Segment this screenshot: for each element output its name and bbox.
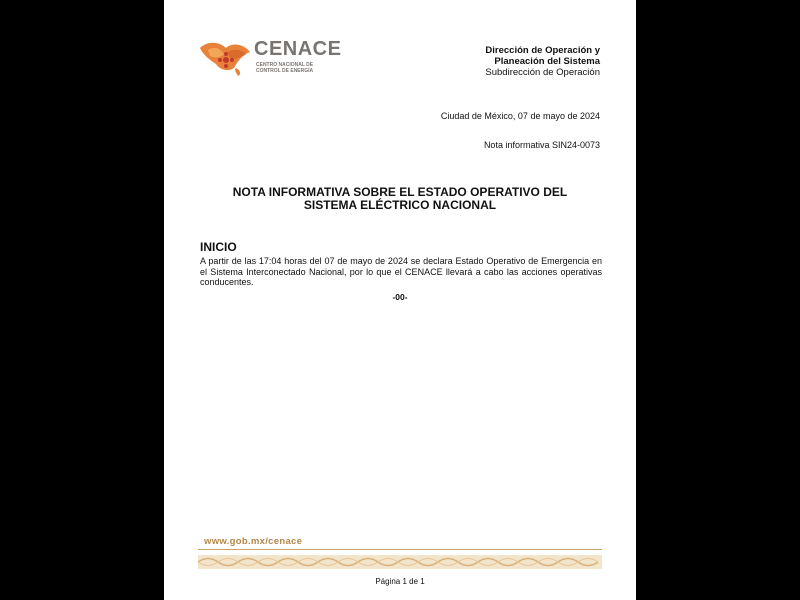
page-number: Página 1 de 1 xyxy=(375,577,425,586)
footer-rule xyxy=(198,549,602,550)
dept-line-1: Dirección de Operación y xyxy=(485,45,600,56)
document-page xyxy=(164,0,636,600)
logo-wordmark: CENACE xyxy=(254,38,342,60)
end-mark: -00- xyxy=(392,292,408,302)
section-heading: INICIO xyxy=(200,240,237,254)
dept-line-3: Subdirección de Operación xyxy=(485,67,600,78)
footer-pattern-band xyxy=(198,555,602,569)
cenace-logo xyxy=(198,38,358,88)
document-title xyxy=(164,186,636,212)
title-line-2: SISTEMA ELÉCTRICO NACIONAL xyxy=(303,198,497,212)
note-id: Nota informativa SIN24-0073 xyxy=(483,140,600,150)
logo-subtitle: CENTRO NACIONAL DE CONTROL DE ENERGÍA xyxy=(256,62,314,74)
dept-line-2: Planeación del Sistema xyxy=(494,56,600,67)
cenace-emblem-icon xyxy=(198,38,254,78)
document-date: Ciudad de México, 07 de mayo de 2024 xyxy=(440,111,600,121)
title-line-1: NOTA INFORMATIVA SOBRE EL ESTADO OPERATIVO DEL xyxy=(232,185,568,199)
section-body: A partir de las 17:04 horas del 07 de mayo de 2024 se declara Estado Operativo de Emergencia en el Sistema Interconectado Nacional, por lo que el CENACE llevará a cabo las acciones operativas conducentes. xyxy=(200,256,602,287)
footer-url[interactable]: www.gob.mx/cenace xyxy=(204,536,303,547)
department-block xyxy=(485,45,600,78)
